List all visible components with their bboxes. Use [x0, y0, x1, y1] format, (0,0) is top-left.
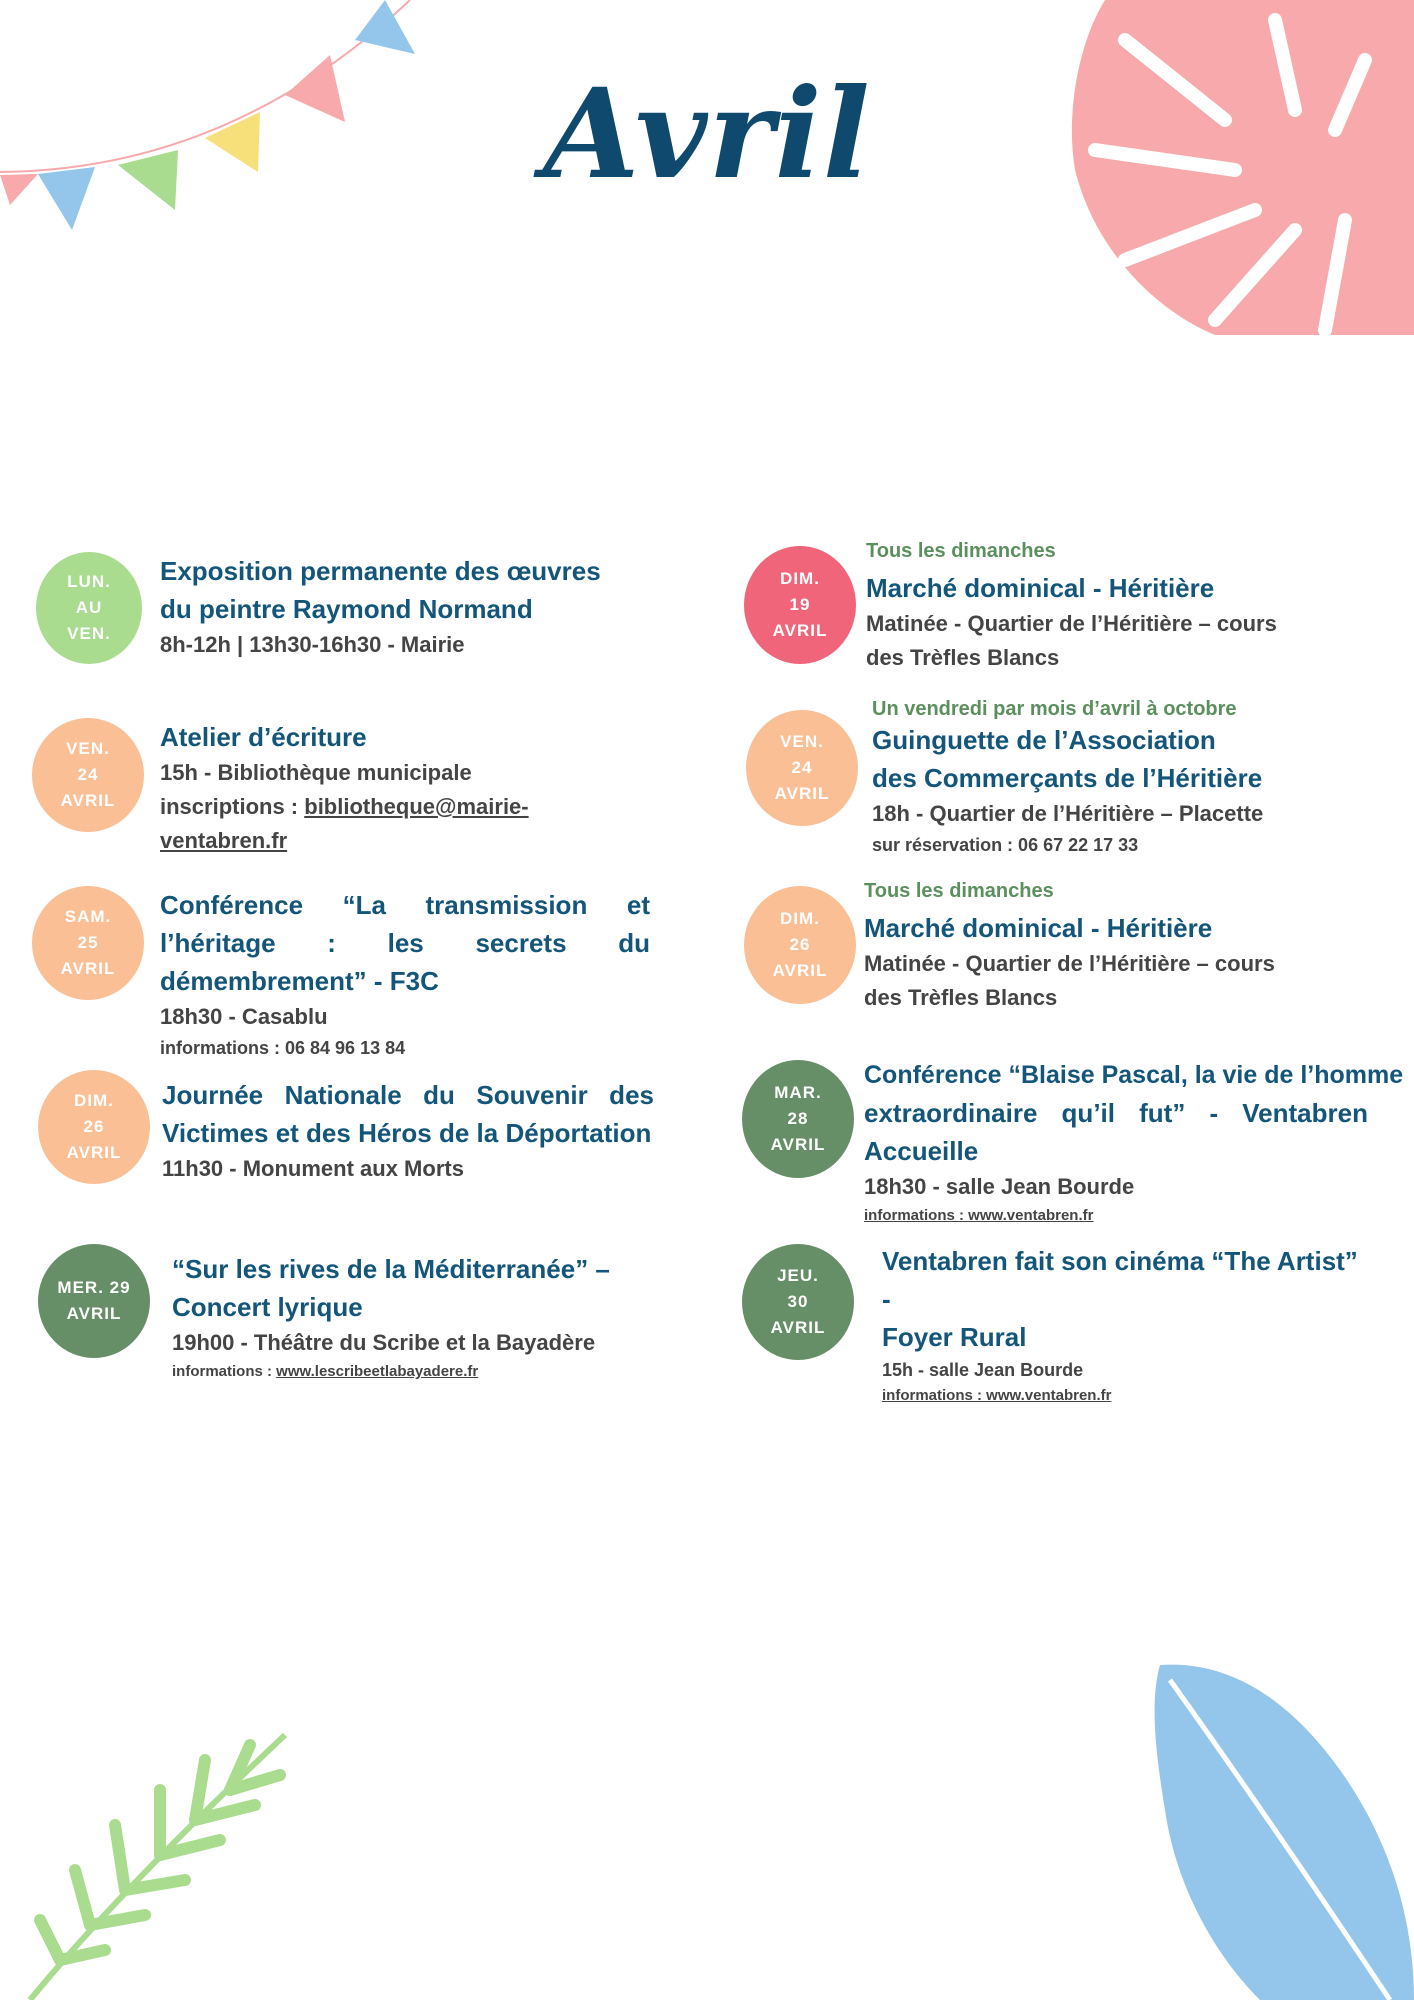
event-info [172, 1360, 652, 1384]
event-title: des Commerçants de l’Héritière [872, 763, 1263, 793]
page-title: Avril [543, 62, 871, 207]
event-detail: 18h - Quartier de l’Héritière – Placette [872, 801, 1264, 826]
badge-line: DIM. [780, 569, 820, 588]
event-title: du peintre Raymond Normand [160, 594, 533, 624]
date-badge [32, 886, 144, 1000]
date-badge [744, 886, 856, 1004]
event-info [160, 790, 660, 824]
badge-line: 30 [787, 1292, 809, 1311]
event-title: démembrement” - F3C [160, 966, 439, 996]
badge-line: 19 [789, 595, 811, 614]
event-title: Exposition permanente des œuvres [160, 556, 601, 586]
badge-line: VEN. [780, 732, 824, 751]
event-title: Accueille [864, 1136, 979, 1166]
badge-line: JEU. [777, 1266, 819, 1285]
date-badge [746, 710, 858, 826]
event-detail: 15h - salle Jean Bourde [882, 1360, 1084, 1380]
leaf-blue [1150, 1660, 1414, 2000]
badge-line: AVRIL [772, 961, 828, 980]
event-title: l’héritage : les secrets du [160, 928, 650, 958]
event-detail: 18h30 - salle Jean Bourde [864, 1174, 1135, 1199]
event-info: sur réservation : 06 67 22 17 33 [872, 835, 1139, 855]
event-info: informations : 06 84 96 13 84 [160, 1038, 406, 1058]
badge-line: LUN. [67, 572, 111, 591]
badge-line: AVRIL [774, 784, 830, 803]
badge-line: AVRIL [60, 959, 116, 978]
badge-line: MAR. [774, 1083, 822, 1102]
badge-line: AU [75, 598, 103, 617]
date-badge [742, 1060, 854, 1178]
date-badge [38, 1244, 150, 1358]
event-title: Marché dominical - Héritière [866, 573, 1215, 603]
email-link[interactable]: ventabren.fr [160, 828, 288, 853]
event-title: Conférence “Blaise Pascal, la vie de l’homme [864, 1061, 1404, 1089]
event-title: extraordinaire qu’il fut” - Ventabren [864, 1098, 1368, 1128]
email-link[interactable]: bibliotheque@mairie- [304, 794, 529, 819]
badge-line: AVRIL [772, 621, 828, 640]
event-title: Conférence “La transmission et [160, 890, 650, 920]
badge-line: AVRIL [770, 1318, 826, 1337]
date-badge [36, 552, 142, 664]
website-link[interactable]: informations : www.ventabren.fr [882, 1387, 1112, 1404]
event-title: Marché dominical - Héritière [864, 913, 1213, 943]
event-detail: 8h-12h | 13h30-16h30 - Mairie [160, 632, 465, 657]
event-detail: 18h30 - Casablu [160, 1004, 328, 1029]
badge-line: 25 [77, 933, 99, 952]
info-label: informations : [172, 1363, 277, 1380]
badge-line: 24 [791, 758, 813, 777]
event-detail: Matinée - Quartier de l’Héritière – cours [866, 611, 1277, 636]
event-title: Ventabren fait son cinéma “The Artist” - [882, 1246, 1358, 1314]
event-title: “Sur les rives de la Méditerranée” – [172, 1254, 610, 1284]
event-detail: Matinée - Quartier de l’Héritière – cours [864, 951, 1275, 976]
badge-line: 26 [83, 1117, 105, 1136]
badge-line: VEN. [66, 739, 110, 758]
info-label: inscriptions : [160, 794, 305, 819]
badge-line: SAM. [64, 907, 112, 926]
badge-line: DIM. [74, 1091, 114, 1110]
date-badge [744, 546, 856, 664]
badge-line: MER. 29 [57, 1278, 131, 1297]
recurrence-label: Tous les dimanches [864, 880, 1054, 902]
date-badge [38, 1070, 150, 1184]
event-title: Foyer Rural [882, 1322, 1027, 1352]
recurrence-label: Tous les dimanches [866, 540, 1056, 562]
event-detail: 11h30 - Monument aux Morts [162, 1156, 464, 1181]
date-badge [32, 718, 144, 832]
date-badge [742, 1244, 854, 1360]
badge-line: AVRIL [770, 1135, 826, 1154]
event-detail: des Trèfles Blancs [866, 645, 1060, 670]
event-title: Journée Nationale du Souvenir des [162, 1080, 654, 1110]
recurrence-label: Un vendredi par mois d’avril à octobre [872, 698, 1237, 720]
badge-line: VEN. [67, 624, 111, 643]
event-detail: 15h - Bibliothèque municipale [160, 760, 472, 785]
event-title: Atelier d’écriture [160, 722, 367, 752]
badge-line: 28 [787, 1109, 809, 1128]
badge-line: DIM. [780, 909, 820, 928]
event-title: Concert lyrique [172, 1292, 363, 1322]
fern-leaf-green [20, 1720, 300, 2000]
event-title: Guinguette de l’Association [872, 725, 1216, 755]
badge-line: AVRIL [66, 1143, 122, 1162]
website-link[interactable]: informations : www.ventabren.fr [864, 1207, 1094, 1224]
badge-line: 24 [77, 765, 99, 784]
badge-line: 26 [789, 935, 811, 954]
website-link[interactable]: www.lescribeetlabayadere.fr [276, 1363, 479, 1380]
event-detail: 19h00 - Théâtre du Scribe et la Bayadère [172, 1330, 596, 1355]
event-detail: des Trèfles Blancs [864, 985, 1058, 1010]
badge-line: AVRIL [60, 791, 116, 810]
badge-line: AVRIL [66, 1304, 122, 1323]
event-title: Victimes et des Héros de la Déportation [162, 1118, 652, 1148]
